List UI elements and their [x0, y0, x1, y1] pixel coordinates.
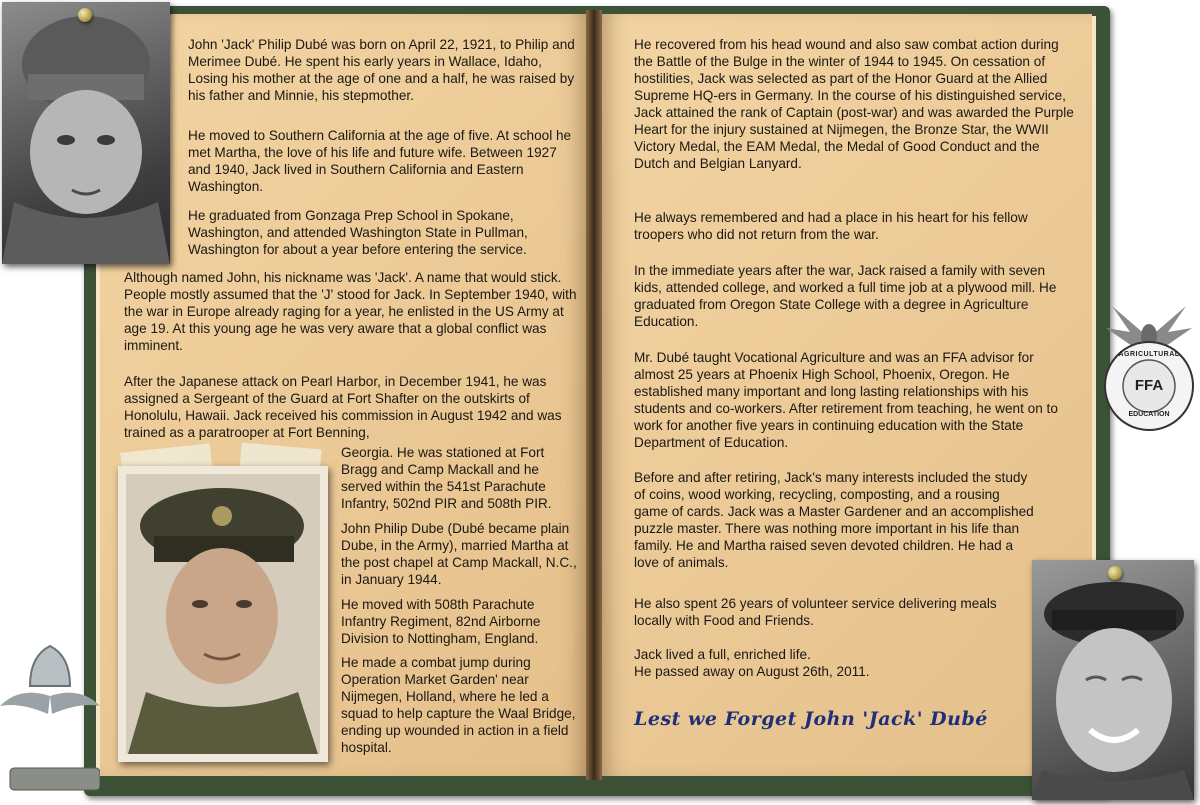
bio-paragraph-15: Jack lived a full, enriched life. He passed away on August 26th, 2011.: [634, 647, 870, 679]
bio-paragraph-13: Before and after retiring, Jack's many interests included the study of coins, wood working, recycling, composting, and a rousing game of cards. Jack was a Master Gardener and an accomplished puzzle master. There was nothing more important in his life than family. He and Martha raised seven devoted children. He had a love of animals.: [634, 470, 1034, 570]
bio-paragraph-7: He moved with 508th Parachute Infantry Regiment, 82nd Airborne Division to Nottingham, England.: [341, 597, 541, 646]
pushpin-elderly-photo: [1108, 566, 1122, 580]
bio-paragraph-3: He graduated from Gonzaga Prep School in Spokane, Washington, and attended Washington State in Pullman, Washington for about a year before entering the service.: [188, 208, 528, 257]
bio-paragraph-12: Mr. Dubé taught Vocational Agriculture and was an FFA advisor for almost 25 years at Phoenix High School, Phoenix, Oregon. He established many important and long lasting relationships with his students and co-workers. After retirement from teaching, he went on to work for another five years in continuing education with the State Department of Education.: [634, 350, 1058, 450]
bio-paragraph-5-cont: Georgia. He was stationed at Fort Bragg and Camp Mackall and he served within the 541st Parachute Infantry, 502nd PIR and 508th PIR.: [341, 445, 552, 511]
bio-paragraph-8: He made a combat jump during Operation Market Garden' near Nijmegen, Holland, where he led a squad to help capture the Waal Bridge, ending up wounded in action in a field hospital.: [341, 655, 576, 755]
child-photo: [2, 2, 170, 264]
elderly-photo: [1032, 560, 1194, 800]
pushpin-child-photo: [78, 8, 92, 22]
bio-paragraph-5: After the Japanese attack on Pearl Harbor, in December 1941, he was assigned a Sergeant of the Guard at Fort Shafter on the outskirts of Honolulu, Hawaii. Jack received his commission in August 1942 and was trained as a paratrooper at Fort Benning,: [124, 374, 562, 440]
bio-paragraph-1: John 'Jack' Philip Dubé was born on April 22, 1921, to Philip and Merimee Dubé. He spent his early years in Wallace, Idaho, Losing his mother at the age of one and a half, he was raised by his father and Minnie, his stepmother.: [188, 37, 575, 103]
paratrooper-wings-pin: [0, 636, 100, 800]
soldier-photo: [118, 466, 328, 762]
ffa-emblem-bottom: EDUCATION: [1128, 411, 1170, 418]
bio-paragraph-11: In the immediate years after the war, Jack raised a family with seven kids, attended college, and worked a full time job at a plywood mill. He graduated from Oregon State College with a degree in Agriculture Education.: [634, 263, 1057, 329]
bio-paragraph-6: John Philip Dube (Dubé became plain Dube, in the Army), married Martha at the post chapel at Camp Mackall, N.C., in January 1944.: [341, 521, 577, 587]
bio-paragraph-4: Although named John, his nickname was 'Jack'. A name that would stick. People mostly assumed that the 'J' stood for Jack. In September 1940, with the war in Europe already raging for a year, he enlisted in the US Army at age 19. At this young age he was very aware that a global conflict was imminent.: [124, 270, 577, 353]
ffa-emblem-top: AGRICULTURAL: [1118, 351, 1180, 358]
bio-paragraph-10: He always remembered and had a place in his heart for his fellow troopers who did not return from the war.: [634, 210, 1028, 242]
book-spine-gutter: [586, 10, 602, 780]
ffa-emblem: [1102, 298, 1196, 438]
ffa-emblem-center: FFA: [1134, 377, 1164, 394]
memorial-signature: Lest we Forget John 'Jack' Dubé: [634, 708, 988, 730]
bio-paragraph-9: He recovered from his head wound and also saw combat action during the Battle of the Bulge in the winter of 1944 to 1945. On cessation of hostilities, Jack was selected as part of the Honor Guard at the Allied Supreme HQ-ers in Germany. In the course of his distinguished service, Jack attained the rank of Captain (post-war) and was awarded the Purple Heart for the injury sustained at Nijmegen, the Bronze Star, the WWII Victory Medal, the EAM Medal, the Medal of Good Conduct and the Dutch and Belgian Lanyard.: [634, 37, 1074, 171]
bio-paragraph-2: He moved to Southern California at the age of five. At school he met Martha, the love of his life and future wife. Between 1927 and 1940, Jack lived in Southern California and Eastern Washington.: [188, 128, 572, 194]
bio-paragraph-14: He also spent 26 years of volunteer service delivering meals locally with Food and Friends.: [634, 596, 997, 628]
